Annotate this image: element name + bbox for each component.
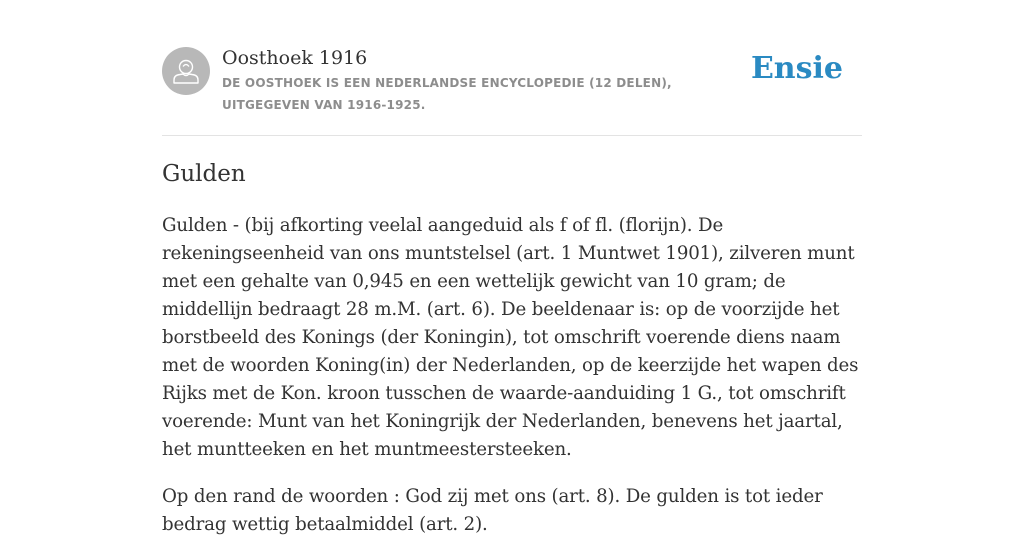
source-info — [222, 46, 762, 116]
entry-body — [162, 212, 862, 558]
entry-paragraph: Op den rand de woorden : God zij met ons (art. 8). De gulden is tot ieder bedrag wettig betaalmiddel (art. 2). — [162, 486, 823, 535]
source-title[interactable]: Oosthoek 1916 — [222, 47, 368, 69]
user-icon — [162, 47, 210, 95]
avatar[interactable] — [162, 47, 210, 95]
page — [162, 0, 862, 535]
entry-paragraph: Gulden - (bij afkorting veelal aangeduid als f of fl. (florijn). De rekeningseenheid van ons muntstelsel (art. 1 Muntwet 1901), zilveren munt met een gehalte van 0,945 en een wettelijk gewicht van 10 gram; de middellijn bedraagt 28 m.M. (art. 6). De beeldenaar is: op de voorzijde het borstbeeld des Konings (der Koningin), tot omschrift voerende diens naam met de woorden Koning(in) der Nederlanden, op de keerzijde het wapen des Rijks met de Kon. kroon tusschen de waarde-aanduiding 1 G., tot omschrift voerende: Munt van het Koningrijk der Nederlanden, benevens het jaartal, het muntteeken en het muntmeestersteeken. — [162, 215, 859, 460]
brand-logo[interactable]: Ensie — [750, 51, 843, 86]
entry-title: Gulden — [162, 161, 246, 187]
source-description: DE OOSTHOEK IS EEN NEDERLANDSE ENCYCLOPEDIE (12 DELEN), UITGEGEVEN VAN 1916-1925. — [222, 76, 672, 112]
source-header — [162, 0, 862, 136]
